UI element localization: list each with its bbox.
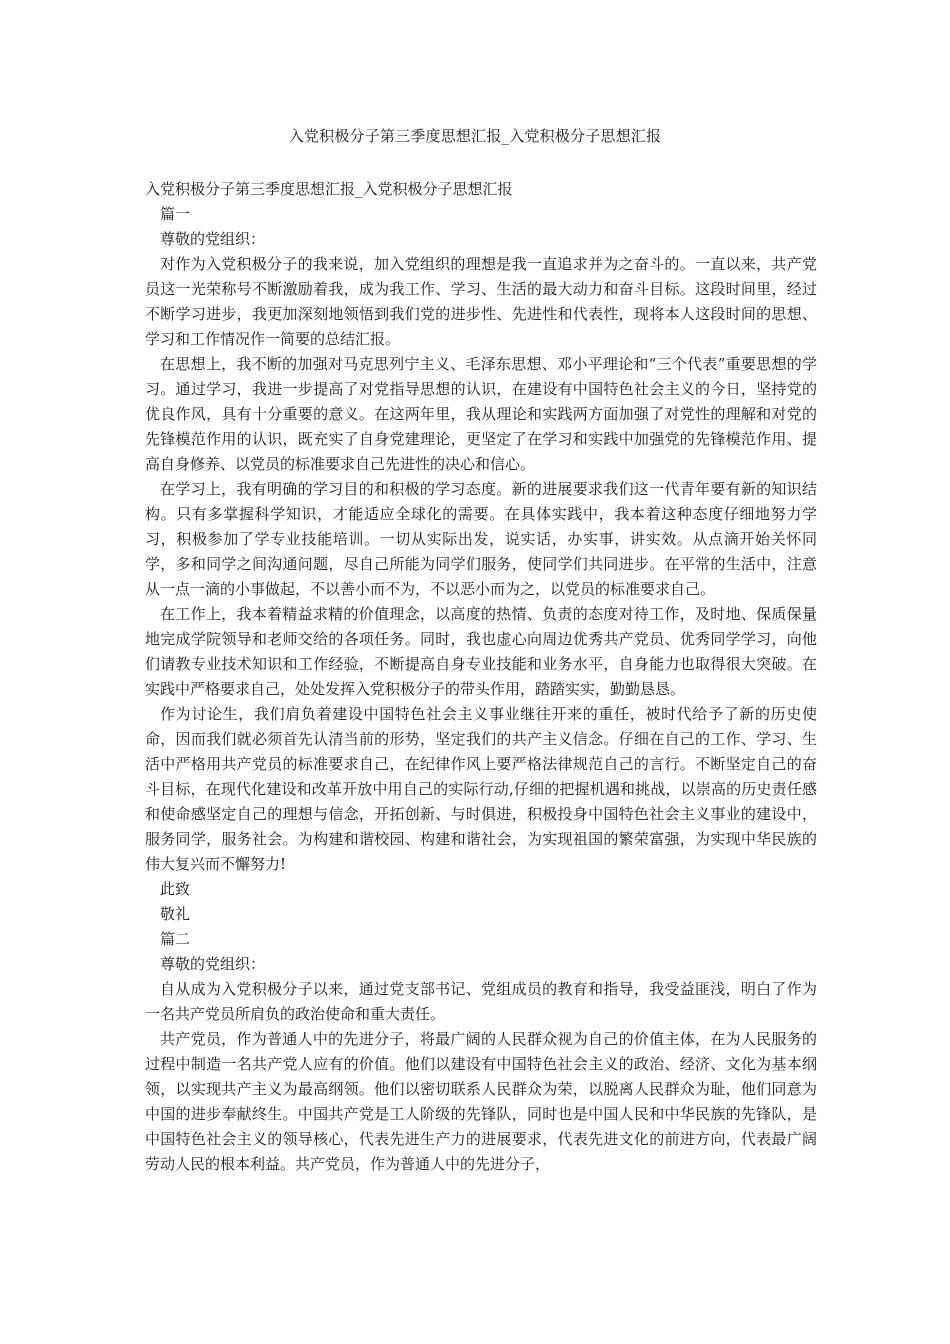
salutation-1: 尊敬的党组织：	[160, 230, 266, 248]
section-heading-2: 篇二	[160, 930, 191, 948]
salutation-2: 尊敬的党组织：	[160, 955, 266, 973]
paragraph: 在学习上，我有明确的学习目的和积极的学习态度。新的进展要求我们这一代青年要有新的知识结构。只有多掌握科学知识，才能适应全球化的需要。在具体实践中，我本着这种态度仔细地努力学习，积极参加了学专业技能培训。一切从实际出发，说实话，办实事，讲实效。从点滴开始关怀同学，多和同学之间沟通问题，尽自己所能为同学们服务，使同学们共同进步。在平常的生活中，注意从一点一滴的小事做起，不以善小而不为，不以恶小而为之，以党员的标准要求自己。	[145, 480, 817, 598]
paragraph: 对作为入党积极分子的我来说，加入党组织的理想是我一直追求并为之奋斗的。一直以来，共产党员这一光荣称号不断激励着我，成为我工作、学习、生活的最大动力和奋斗目标。这段时间里，经过不断学习进步，我更加深刻地领悟到我们党的进步性、先进性和代表性，现将本人这段时间的思想、学习和工作情况作一简要的总结汇报。	[145, 255, 817, 348]
paragraph: 在思想上，我不断的加强对马克思列宁主义、毛泽东思想、邓小平理论和“三个代表”重要思想的学习。通过学习，我进一步提高了对党指导思想的认识，在建设有中国特色社会主义的今日，坚持党的优良作风，具有十分重要的意义。在这两年里，我从理论和实践两方面加强了对党性的理解和对党的先锋模范作用的认识，既充实了自身党建理论，更坚定了在学习和实践中加强党的先锋模范作用、提高自身修养、以党员的标准要求自己先进性的决心和信心。	[145, 355, 817, 473]
paragraph: 在工作上，我本着精益求精的价值理念，以高度的热情、负责的态度对待工作，及时地、保质保量地完成学院领导和老师交给的各项任务。同时，我也虚心向周边优秀共产党员、优秀同学学习，向他们请教专业技术知识和工作经验，不断提高自身专业技能和业务水平，自身能力也取得很大突破。在实践中严格要求自己，处处发挥入党积极分子的带头作用，踏踏实实，勤勤恳恳。	[145, 605, 817, 698]
document-body	[145, 177, 817, 1177]
paragraph: 作为讨论生，我们肩负着建设中国特色社会主义事业继往开来的重任，被时代给予了新的历史使命，因而我们就必须首先认清当前的形势，坚定我们的共产主义信念。仔细在自己的工作、学习、生活中严格用共产党员的标准要求自己，在纪律作风上要严格法律规范自己的言行。不断坚定自己的奋斗目标，在现代化建设和改革开放中用自己的实际行动,仔细的把握机遇和挑战，以崇高的历史责任感和使命感坚定自己的理想与信念，开拓创新、与时俱进，积极投身中国特色社会主义事业的建设中，服务同学，服务社会。为构建和谐校园、构建和谐社会，为实现祖国的繁荣富强，为实现中华民族的伟大复兴而不懈努力!	[145, 705, 817, 873]
section-heading-1: 篇一	[160, 205, 191, 223]
closing-line: 敬礼	[160, 905, 191, 923]
paragraph: 共产党员，作为普通人中的先进分子，将最广阔的人民群众视为自己的价值主体，在为人民服务的过程中制造一名共产党人应有的价值。他们以建设有中国特色社会主义的政治、经济、文化为基本纲领，以实现共产主义为最高纲领。他们以密切联系人民群众为荣，以脱离人民群众为耻，他们同意为中国的进步奉献终生。中国共产党是工人阶级的先锋队，同时也是中国人民和中华民族的先锋队，是中国特色社会主义的领导核心，代表先进生产力的进展要求，代表先进文化的前进方向，代表最广阔劳动人民的根本利益。共产党员，作为普通人中的先进分子，	[145, 1030, 817, 1173]
closing-line: 此致	[160, 880, 191, 898]
paragraph: 自从成为入党积极分子以来，通过党支部书记、党组成员的教育和指导，我受益匪浅，明白了作为一名共产党员所肩负的政治使命和重大责任。	[145, 980, 817, 1023]
document-title: 入党积极分子第三季度思想汇报_入党积极分子思想汇报	[288, 127, 662, 145]
document-subtitle: 入党积极分子第三季度思想汇报_入党积极分子思想汇报	[145, 180, 513, 198]
